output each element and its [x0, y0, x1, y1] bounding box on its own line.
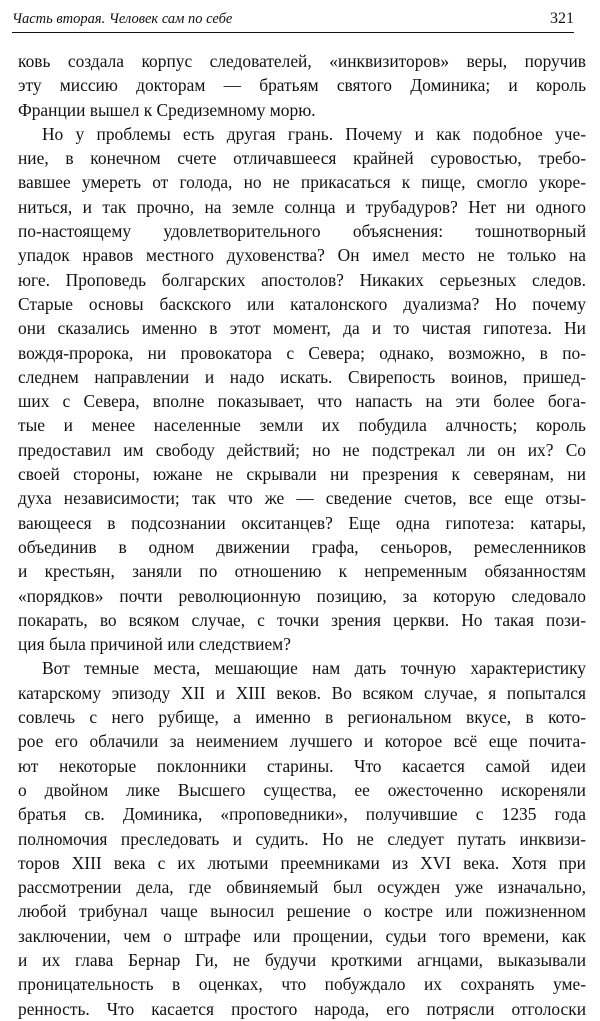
text-line: ренность. Что касается простого народа, его потрясли отголоски	[18, 998, 586, 1019]
text-line: ние, в конечном счете отличавшееся крайней суровостью, требо-	[18, 148, 586, 169]
page-number: 321	[550, 10, 574, 27]
text-line: рассмотрении дела, где обвиняемый был осужден уже изначально,	[18, 877, 586, 898]
text-line: проницательность в оценках, что побуждало их сохранять уме-	[18, 974, 586, 995]
text-line: братья св. Доминика, «проповедники», получившие с 1235 года	[18, 804, 586, 825]
text-line: юге. Проповедь болгарских апостолов? Никаких серьезных следов.	[18, 269, 586, 290]
text-line: объединив в одном движении графа, сеньоров, ремесленников	[18, 536, 586, 557]
text-line: тые и менее населенные земли их побудила алчность; король	[18, 415, 586, 436]
text-line: любой трибунал чаще выносил решение о костре или пожизненном	[18, 901, 586, 922]
text-line: по-настоящему удовлетворительного объяснения: тошнотворный	[18, 221, 586, 242]
text-line: они сказались именно в этот момент, да и то чистая гипотеза. Ни	[18, 318, 586, 339]
paragraph-first-line: Но у проблемы есть другая грань. Почему и как подобное уче-	[42, 123, 586, 144]
text-line: покарать, во всяком случае, с точки зрения церкви. Но такая пози-	[18, 609, 586, 630]
text-line: и крестьян, заняли по отношению к непременным обязанностям	[18, 561, 586, 582]
text-line: Старые основы баскского или каталонского дуализма? Но почему	[18, 293, 586, 314]
text-line: ших с Севера, вполне показывает, что напасть на эти более бога-	[18, 391, 586, 412]
text-line: «порядков» почти революционную позицию, за которую следовало	[18, 585, 586, 606]
text-line: ют некоторые поклонники старины. Что касается самой идеи	[18, 755, 586, 776]
text-line: вождя-пророка, ни провокатора с Севера; однако, возможно, в по-	[18, 342, 586, 363]
text-line: духа независимости; так что же — сведение счетов, все еще отзы-	[18, 488, 586, 509]
text-line: своей стороны, южане не скрывали ни презрения к северянам, ни	[18, 464, 586, 485]
text-line: упадок нравов местного духовенства? Он имел место не только на	[18, 245, 586, 266]
text-line: Франции вышел к Средиземному морю.	[18, 99, 316, 120]
text-line: следнем направлении и надо искать. Свирепость воинов, пришед-	[18, 366, 586, 387]
text-line: ниться, и так прочно, на земле солнца и трубадуров? Нет ни одного	[18, 196, 586, 217]
text-line: о двойном лике Высшего существа, ее ожесточенно искореняли	[18, 779, 586, 800]
text-line: вавшее умереть от голода, но не прикасаться к пище, смогло укоре-	[18, 172, 586, 193]
body-text	[18, 49, 586, 1021]
running-head	[12, 10, 574, 33]
text-line: торов XIII века с их лютыми преемниками из XVI века. Хотя при	[18, 852, 586, 873]
text-line: полномочия преследовать и судить. Но не следует путать инквизи-	[18, 828, 586, 849]
text-line: предоставил им свободу действий; но не подстрекал ли он их? Со	[18, 439, 586, 460]
text-line: рое его облачили за неимением лучшего и которое всё еще почита-	[18, 731, 586, 752]
paragraph-first-line: Вот темные места, мешающие нам дать точную характеристику	[42, 658, 586, 679]
text-line: вающееся в подсознании окситанцев? Еще одна гипотеза: катары,	[18, 512, 586, 533]
text-line: катарскому эпизоду XII и XIII веков. Во всяком случае, я попытался	[18, 682, 586, 703]
text-line: и их глава Бернар Ги, не будучи кроткими агнцами, выказывали	[18, 949, 586, 970]
text-line: ция была причиной или следствием?	[18, 634, 291, 655]
text-line: эту миссию докторам — братьям святого Доминика; и король	[18, 75, 586, 96]
text-line: совлечь с него рубище, а именно в региональном вкусе, в кото-	[18, 707, 586, 728]
running-head-title: Часть вторая. Человек сам по себе	[12, 11, 233, 27]
text-line: ковь создала корпус следователей, «инквизиторов» веры, поручив	[18, 51, 586, 71]
text-line: заключении, чем о штрафе или прощении, судьи того времени, как	[18, 925, 586, 946]
